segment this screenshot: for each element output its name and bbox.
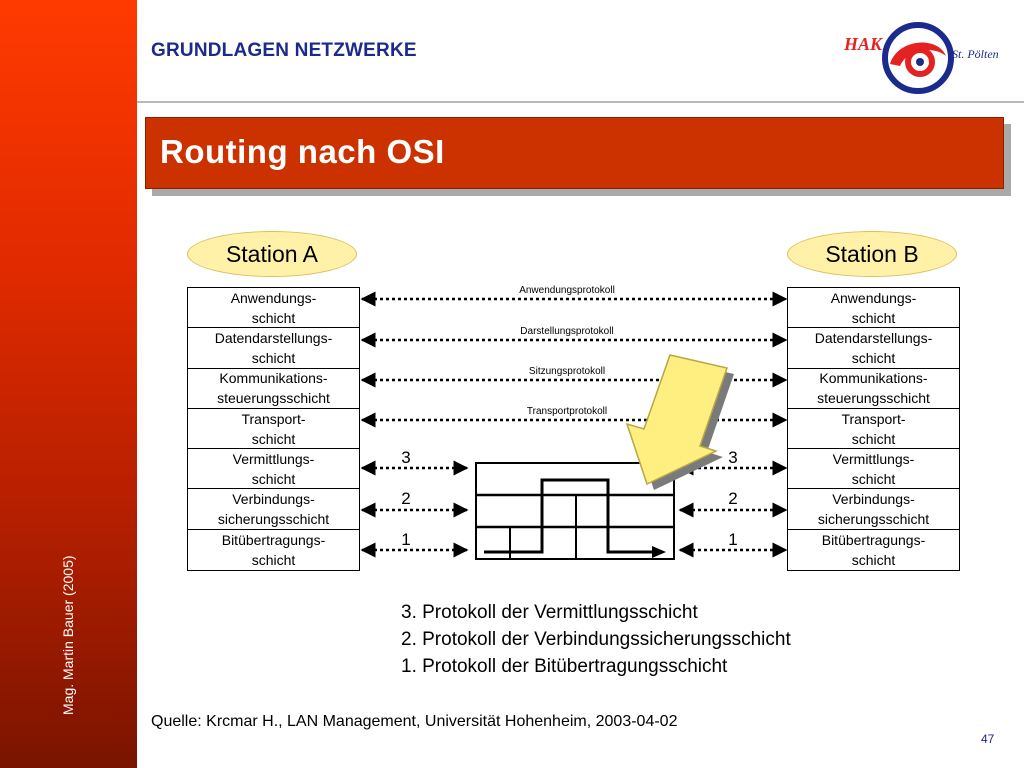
layer-label: schicht (251, 470, 296, 487)
layer-number-right-2: 2 (728, 489, 738, 508)
layer-label: Datendarstellungs- (814, 329, 933, 346)
source-citation: Quelle: Krcmar H., LAN Management, Universität Hohenheim, 2003-04-02 (151, 713, 678, 730)
layer-label: schicht (851, 430, 896, 447)
layer-label: schicht (851, 309, 896, 326)
layer-number-left-1: 1 (401, 530, 411, 549)
layer-label: sicherungsschicht (217, 511, 330, 528)
legend-item-3: 3. Protokoll der Vermittlungsschicht (401, 602, 698, 623)
layer-label: Kommunikations- (219, 370, 328, 387)
page-number: 47 (981, 732, 995, 746)
layer-label: Verbindungs- (832, 491, 915, 508)
layer-label: schicht (251, 349, 296, 366)
highlight-arrow (627, 355, 734, 490)
layer-label: steuerungsschicht (217, 390, 330, 407)
layer-label: Vermittlungs- (832, 450, 915, 467)
legend (401, 599, 791, 680)
station-b-label: Station B (787, 231, 957, 277)
layer-label: schicht (851, 470, 896, 487)
layer-label: schicht (851, 551, 896, 568)
layer-label: Anwendungs- (230, 289, 317, 306)
layer-label: Kommunikations- (819, 370, 928, 387)
logo-text-left: HAK (844, 34, 883, 54)
layer-number-left-3: 3 (401, 448, 411, 467)
topic-heading: GRUNDLAGEN NETZWERKE (151, 40, 417, 61)
layer-label: Vermittlungs- (232, 450, 315, 467)
layer-label: steuerungsschicht (817, 390, 930, 407)
label-anwendungsprotokoll: Anwendungsprotokoll (519, 285, 615, 296)
layer-label: Bitübertragungs- (821, 531, 926, 548)
legend-item-1: 1. Protokoll der Bitübertragungsschicht (401, 656, 728, 677)
layer-number-left-2: 2 (401, 489, 411, 508)
station-a-label: Station A (187, 231, 357, 277)
layer-label: schicht (251, 430, 296, 447)
logo-text-right: St. Pölten (952, 47, 999, 61)
layer-label: schicht (251, 551, 296, 568)
layer-label: Datendarstellungs- (214, 329, 333, 346)
layer-label: Transport- (841, 410, 906, 427)
protocol-arrows-lower-left (362, 468, 467, 550)
label-darstellungsprotokoll: Darstellungsprotokoll (520, 326, 614, 337)
layer-label: schicht (251, 309, 296, 326)
author-credit: Mag. Martin Bauer (2005) (60, 555, 76, 715)
label-transportprotokoll: Transportprotokoll (526, 406, 608, 417)
legend-item-2: 2. Protokoll der Verbindungssicherungsschicht (401, 629, 791, 650)
layer-label: Verbindungs- (232, 491, 315, 508)
label-sitzungsprotokoll: Sitzungsprotokoll (528, 366, 606, 377)
slide-title: Routing nach OSI (160, 133, 445, 170)
layer-label: schicht (851, 349, 896, 366)
layer-label: Transport- (241, 410, 306, 427)
layer-label: sicherungsschicht (817, 511, 930, 528)
layer-number-right-1: 1 (728, 530, 738, 549)
layer-number-right-3: 3 (728, 448, 738, 467)
layer-label: Anwendungs- (830, 289, 917, 306)
layer-label: Bitübertragungs- (221, 531, 326, 548)
